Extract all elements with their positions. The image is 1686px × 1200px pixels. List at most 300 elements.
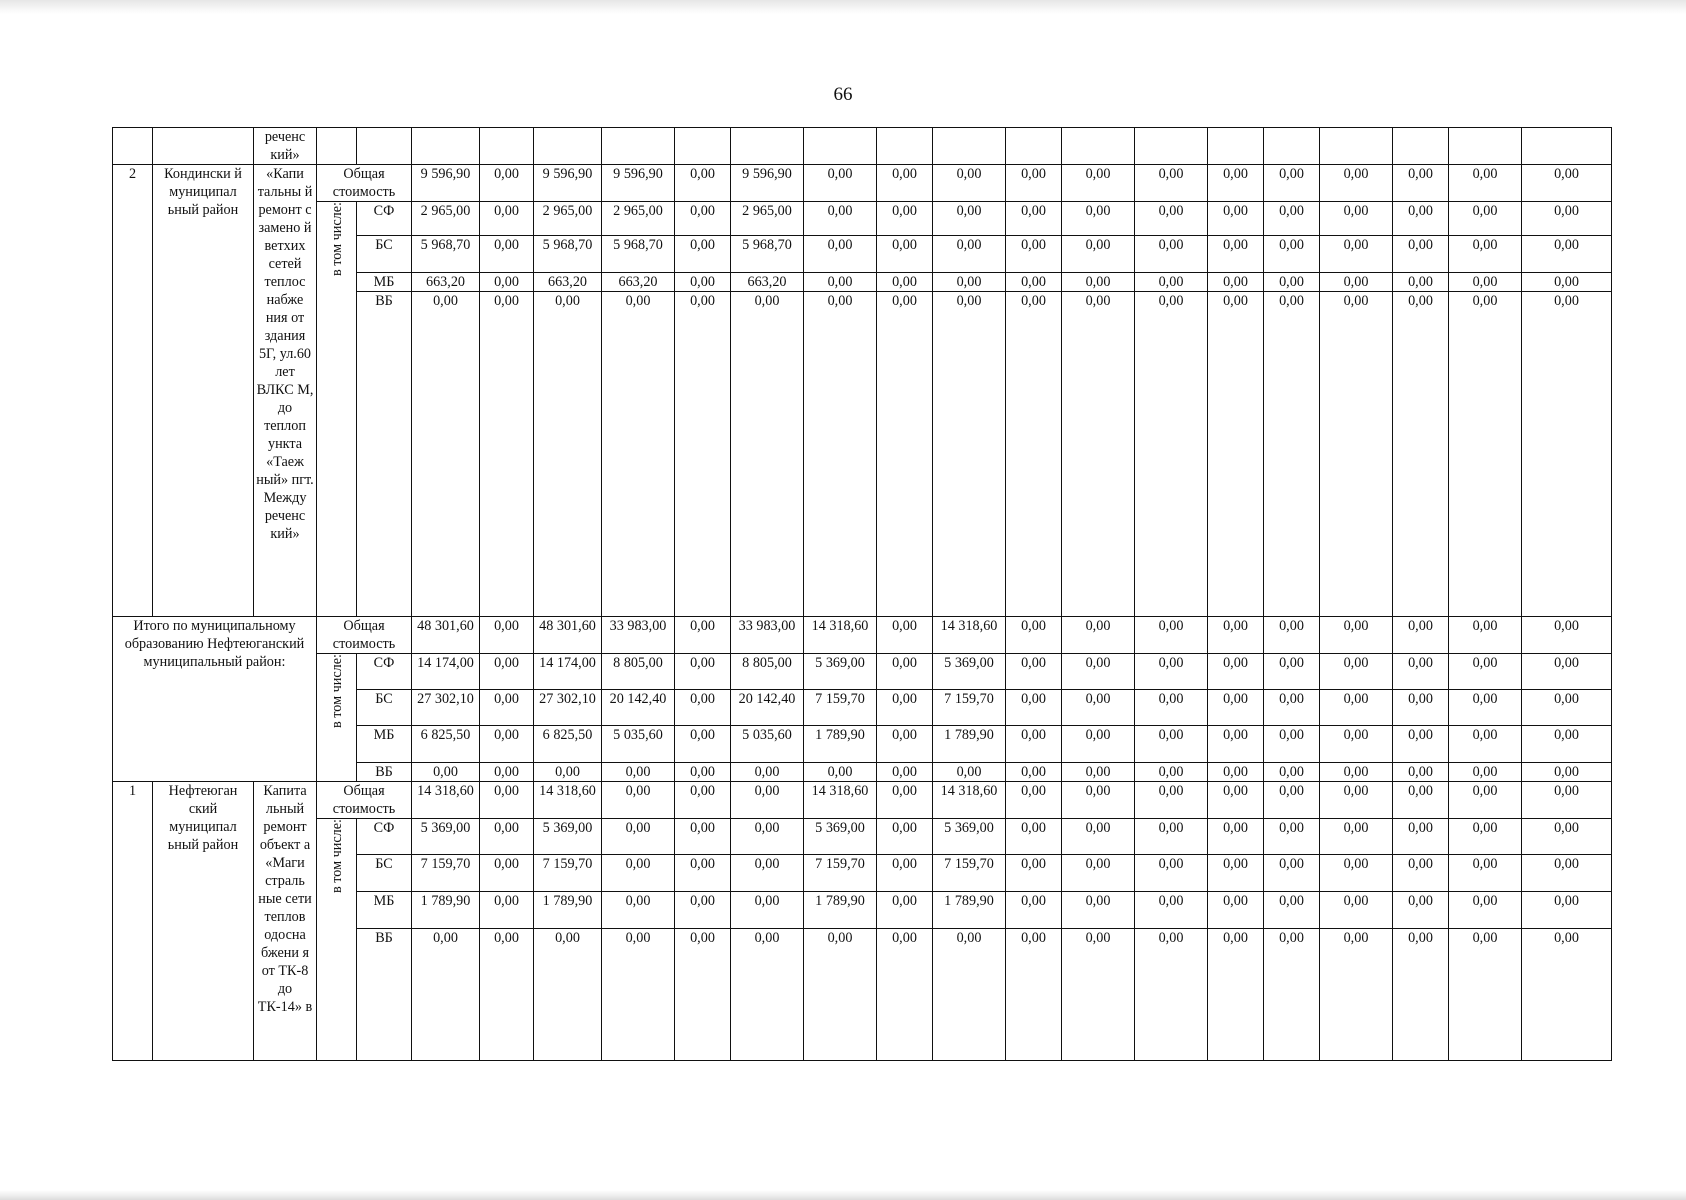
municipal-total-title: Итого по муниципальному образованию Нефтеюганский муниципальный район:: [113, 617, 317, 782]
value-cell: 0,00: [1449, 929, 1522, 1061]
value-cell: 0,00: [412, 292, 480, 617]
value-cell: 0,00: [804, 236, 877, 273]
value-cell: 0,00: [675, 236, 731, 273]
value-cell: 0,00: [1320, 819, 1393, 855]
value-cell: 0,00: [1449, 273, 1522, 292]
value-cell: 14 318,60: [804, 782, 877, 819]
value-cell: 0,00: [1320, 165, 1393, 202]
value-cell: 0,00: [731, 892, 804, 929]
value-cell: 0,00: [602, 929, 675, 1061]
value-cell: 0,00: [933, 165, 1006, 202]
value-cell: 0,00: [480, 929, 534, 1061]
value-cell: 0,00: [1062, 690, 1135, 726]
value-cell: 5 968,70: [412, 236, 480, 273]
budget-table: [112, 127, 1612, 1061]
value-cell: 0,00: [1320, 617, 1393, 654]
value-cell: 14 174,00: [534, 654, 602, 690]
value-cell: 0,00: [1393, 617, 1449, 654]
value-cell: 663,20: [534, 273, 602, 292]
value-cell: 0,00: [1522, 819, 1612, 855]
value-cell: 0,00: [804, 929, 877, 1061]
scan-edge-bottom: [0, 1190, 1686, 1200]
value-cell: 0,00: [1006, 763, 1062, 782]
empty-cell: [731, 128, 804, 165]
value-cell: 0,00: [1522, 273, 1612, 292]
value-cell: 0,00: [1135, 929, 1208, 1061]
funding-source-label: МБ: [357, 273, 412, 292]
value-cell: 0,00: [1320, 726, 1393, 763]
value-cell: 0,00: [1522, 763, 1612, 782]
value-cell: 0,00: [1062, 726, 1135, 763]
value-cell: 0,00: [1264, 617, 1320, 654]
value-cell: 0,00: [1006, 855, 1062, 892]
value-cell: 0,00: [1135, 892, 1208, 929]
incl-label-cell: [317, 654, 357, 782]
value-cell: 0,00: [804, 165, 877, 202]
value-cell: 2 965,00: [412, 202, 480, 236]
value-cell: 0,00: [1062, 292, 1135, 617]
value-cell: 0,00: [877, 763, 933, 782]
value-cell: 0,00: [1320, 782, 1393, 819]
value-cell: 0,00: [602, 819, 675, 855]
value-cell: 0,00: [1006, 236, 1062, 273]
value-cell: 8 805,00: [602, 654, 675, 690]
value-cell: 9 596,90: [412, 165, 480, 202]
value-cell: 0,00: [877, 690, 933, 726]
value-cell: 0,00: [1208, 782, 1264, 819]
value-cell: 0,00: [602, 782, 675, 819]
funding-source-label: БС: [357, 690, 412, 726]
value-cell: 0,00: [1393, 236, 1449, 273]
value-cell: 5 369,00: [534, 819, 602, 855]
value-cell: 0,00: [1393, 763, 1449, 782]
value-cell: 0,00: [731, 819, 804, 855]
value-cell: 0,00: [877, 726, 933, 763]
value-cell: 5 369,00: [804, 819, 877, 855]
value-cell: 0,00: [1320, 202, 1393, 236]
value-cell: 5 035,60: [731, 726, 804, 763]
value-cell: 5 369,00: [804, 654, 877, 690]
value-cell: 0,00: [480, 782, 534, 819]
value-cell: 0,00: [804, 273, 877, 292]
value-cell: 33 983,00: [602, 617, 675, 654]
value-cell: 0,00: [1006, 726, 1062, 763]
value-cell: 0,00: [534, 292, 602, 617]
value-cell: 0,00: [1135, 654, 1208, 690]
value-cell: 0,00: [480, 690, 534, 726]
value-cell: 1 789,90: [412, 892, 480, 929]
empty-cell: [317, 128, 357, 165]
value-cell: 0,00: [877, 617, 933, 654]
value-cell: 0,00: [1208, 617, 1264, 654]
value-cell: 0,00: [1062, 782, 1135, 819]
value-cell: 0,00: [675, 617, 731, 654]
value-cell: 0,00: [1393, 654, 1449, 690]
object-description: «Капи тальны й ремонт с замено й ветхих сетей теплос набже ния от здания 5Г, ул.60 лет ВЛКС М, до теплоп ункта «Таеж ный» пгт. Между реченс кий»: [254, 165, 317, 617]
value-cell: 0,00: [480, 292, 534, 617]
value-cell: 0,00: [1449, 782, 1522, 819]
value-cell: 0,00: [602, 292, 675, 617]
value-cell: 0,00: [1135, 782, 1208, 819]
value-cell: 0,00: [1006, 165, 1062, 202]
value-cell: 0,00: [480, 855, 534, 892]
empty-cell: [1320, 128, 1393, 165]
value-cell: 7 159,70: [933, 690, 1006, 726]
value-cell: 0,00: [1393, 892, 1449, 929]
value-cell: 0,00: [1135, 690, 1208, 726]
value-cell: 0,00: [675, 292, 731, 617]
value-cell: 0,00: [1522, 654, 1612, 690]
value-cell: 0,00: [1522, 726, 1612, 763]
value-cell: 0,00: [675, 782, 731, 819]
source-row: [113, 819, 1612, 855]
value-cell: 1 789,90: [804, 892, 877, 929]
value-cell: 0,00: [1522, 690, 1612, 726]
source-row: [113, 202, 1612, 236]
value-cell: 0,00: [1449, 292, 1522, 617]
value-cell: 0,00: [1006, 202, 1062, 236]
value-cell: 0,00: [804, 292, 877, 617]
value-cell: 27 302,10: [412, 690, 480, 726]
value-cell: 0,00: [1393, 165, 1449, 202]
value-cell: 0,00: [412, 763, 480, 782]
value-cell: 0,00: [534, 763, 602, 782]
value-cell: 0,00: [1264, 782, 1320, 819]
value-cell: 0,00: [933, 273, 1006, 292]
value-cell: 14 318,60: [412, 782, 480, 819]
value-cell: 0,00: [1264, 726, 1320, 763]
value-cell: 0,00: [1449, 892, 1522, 929]
municipality-name: Кондински й муниципал ьный район: [153, 165, 254, 617]
page-number: 66: [833, 84, 853, 105]
value-cell: 0,00: [1449, 690, 1522, 726]
value-cell: 0,00: [1135, 165, 1208, 202]
value-cell: 0,00: [1264, 763, 1320, 782]
value-cell: 0,00: [602, 892, 675, 929]
value-cell: 0,00: [1320, 273, 1393, 292]
value-cell: 0,00: [1006, 690, 1062, 726]
value-cell: 0,00: [480, 165, 534, 202]
value-cell: 0,00: [1135, 726, 1208, 763]
row-number: 1: [113, 782, 153, 1061]
value-cell: 0,00: [412, 929, 480, 1061]
funding-source-label: МБ: [357, 726, 412, 763]
funding-source-label: ВБ: [357, 763, 412, 782]
empty-cell: [1135, 128, 1208, 165]
value-cell: 0,00: [1449, 236, 1522, 273]
value-cell: 0,00: [1393, 726, 1449, 763]
value-cell: 0,00: [1006, 617, 1062, 654]
value-cell: 0,00: [1393, 690, 1449, 726]
value-cell: 0,00: [933, 929, 1006, 1061]
value-cell: 0,00: [1135, 236, 1208, 273]
value-cell: 0,00: [675, 273, 731, 292]
value-cell: 0,00: [1208, 690, 1264, 726]
value-cell: 6 825,50: [534, 726, 602, 763]
value-cell: 0,00: [877, 165, 933, 202]
value-cell: 0,00: [480, 892, 534, 929]
value-cell: 0,00: [1264, 202, 1320, 236]
value-cell: 0,00: [804, 763, 877, 782]
value-cell: 7 159,70: [534, 855, 602, 892]
value-cell: 0,00: [1449, 855, 1522, 892]
row-number: 2: [113, 165, 153, 617]
value-cell: 0,00: [480, 273, 534, 292]
value-cell: 0,00: [1264, 855, 1320, 892]
value-cell: 0,00: [1006, 273, 1062, 292]
value-cell: 0,00: [1320, 855, 1393, 892]
value-cell: 0,00: [1449, 819, 1522, 855]
value-cell: 0,00: [877, 236, 933, 273]
value-cell: 0,00: [1062, 273, 1135, 292]
value-cell: 9 596,90: [731, 165, 804, 202]
value-cell: 0,00: [534, 929, 602, 1061]
value-cell: 1 789,90: [933, 726, 1006, 763]
value-cell: 0,00: [1449, 617, 1522, 654]
value-cell: 0,00: [675, 690, 731, 726]
value-cell: 0,00: [877, 273, 933, 292]
value-cell: 0,00: [731, 855, 804, 892]
funding-source-label: ВБ: [357, 929, 412, 1061]
value-cell: 0,00: [877, 202, 933, 236]
total-cost-label: Общая стоимость: [317, 782, 412, 819]
value-cell: 2 965,00: [731, 202, 804, 236]
value-cell: 0,00: [675, 855, 731, 892]
value-cell: 0,00: [1264, 929, 1320, 1061]
value-cell: 0,00: [1135, 763, 1208, 782]
total-cost-row: [113, 617, 1612, 654]
incl-label: в том числе:: [328, 202, 345, 276]
value-cell: 0,00: [1135, 855, 1208, 892]
empty-cell: [1264, 128, 1320, 165]
incl-label: в том числе:: [328, 819, 345, 893]
value-cell: 0,00: [1320, 690, 1393, 726]
value-cell: 0,00: [675, 202, 731, 236]
value-cell: 0,00: [1264, 273, 1320, 292]
value-cell: 0,00: [1393, 782, 1449, 819]
empty-cell: [534, 128, 602, 165]
value-cell: 0,00: [877, 929, 933, 1061]
value-cell: 5 369,00: [412, 819, 480, 855]
empty-cell: [1062, 128, 1135, 165]
value-cell: 0,00: [1522, 892, 1612, 929]
value-cell: 0,00: [602, 763, 675, 782]
value-cell: 0,00: [602, 855, 675, 892]
value-cell: 48 301,60: [412, 617, 480, 654]
empty-cell: [804, 128, 877, 165]
value-cell: 20 142,40: [731, 690, 804, 726]
value-cell: 0,00: [480, 236, 534, 273]
value-cell: 0,00: [1522, 292, 1612, 617]
value-cell: 20 142,40: [602, 690, 675, 726]
value-cell: 0,00: [1393, 202, 1449, 236]
value-cell: 8 805,00: [731, 654, 804, 690]
empty-cell: [1006, 128, 1062, 165]
value-cell: 0,00: [1264, 292, 1320, 617]
value-cell: 0,00: [1006, 782, 1062, 819]
value-cell: 9 596,90: [534, 165, 602, 202]
total-cost-row: [113, 782, 1612, 819]
value-cell: 0,00: [1062, 929, 1135, 1061]
value-cell: 0,00: [1006, 654, 1062, 690]
value-cell: 663,20: [412, 273, 480, 292]
value-cell: 7 159,70: [933, 855, 1006, 892]
value-cell: 27 302,10: [534, 690, 602, 726]
value-cell: 0,00: [1264, 892, 1320, 929]
funding-source-label: СФ: [357, 819, 412, 855]
value-cell: 0,00: [675, 763, 731, 782]
value-cell: 0,00: [1320, 292, 1393, 617]
value-cell: 0,00: [1522, 617, 1612, 654]
value-cell: 0,00: [1264, 654, 1320, 690]
value-cell: 0,00: [1006, 292, 1062, 617]
value-cell: 0,00: [1062, 165, 1135, 202]
value-cell: 0,00: [1264, 819, 1320, 855]
value-cell: 1 789,90: [933, 892, 1006, 929]
value-cell: 0,00: [1135, 292, 1208, 617]
value-cell: 0,00: [1208, 292, 1264, 617]
value-cell: 0,00: [1264, 690, 1320, 726]
value-cell: 5 968,70: [731, 236, 804, 273]
value-cell: 0,00: [1393, 292, 1449, 617]
value-cell: 0,00: [1135, 273, 1208, 292]
value-cell: 0,00: [1006, 892, 1062, 929]
value-cell: 0,00: [1320, 929, 1393, 1061]
value-cell: 0,00: [1449, 726, 1522, 763]
value-cell: 0,00: [675, 819, 731, 855]
scan-edge-top: [0, 0, 1686, 14]
value-cell: 0,00: [1522, 165, 1612, 202]
value-cell: 0,00: [675, 929, 731, 1061]
incl-label-cell: [317, 202, 357, 617]
source-row: [113, 654, 1612, 690]
value-cell: 663,20: [731, 273, 804, 292]
value-cell: 7 159,70: [804, 690, 877, 726]
value-cell: 0,00: [1449, 202, 1522, 236]
value-cell: 0,00: [1135, 819, 1208, 855]
funding-source-label: ВБ: [357, 292, 412, 617]
value-cell: 0,00: [1062, 202, 1135, 236]
value-cell: 9 596,90: [602, 165, 675, 202]
value-cell: 0,00: [1208, 929, 1264, 1061]
value-cell: 7 159,70: [804, 855, 877, 892]
value-cell: 0,00: [1135, 617, 1208, 654]
total-cost-label: Общая стоимость: [317, 617, 412, 654]
empty-cell: [153, 128, 254, 165]
value-cell: 1 789,90: [534, 892, 602, 929]
value-cell: 0,00: [675, 892, 731, 929]
value-cell: 0,00: [1393, 929, 1449, 1061]
value-cell: 0,00: [675, 654, 731, 690]
funding-source-label: СФ: [357, 654, 412, 690]
value-cell: 0,00: [1062, 236, 1135, 273]
value-cell: 0,00: [877, 819, 933, 855]
value-cell: 0,00: [731, 763, 804, 782]
municipality-name: Нефтеюган ский муниципал ьный район: [153, 782, 254, 1061]
value-cell: 0,00: [1393, 819, 1449, 855]
carry-row: [113, 128, 1612, 165]
value-cell: 0,00: [1062, 763, 1135, 782]
empty-cell: [1449, 128, 1522, 165]
value-cell: 0,00: [933, 292, 1006, 617]
funding-source-label: БС: [357, 855, 412, 892]
empty-cell: [1522, 128, 1612, 165]
value-cell: 0,00: [933, 763, 1006, 782]
empty-cell: [357, 128, 412, 165]
value-cell: 0,00: [480, 654, 534, 690]
value-cell: 0,00: [1208, 236, 1264, 273]
value-cell: 0,00: [1522, 929, 1612, 1061]
table-body: [113, 128, 1612, 1061]
value-cell: 0,00: [1393, 855, 1449, 892]
value-cell: 0,00: [1522, 855, 1612, 892]
empty-cell: [602, 128, 675, 165]
value-cell: 0,00: [480, 202, 534, 236]
value-cell: 14 318,60: [804, 617, 877, 654]
value-cell: 0,00: [877, 892, 933, 929]
value-cell: 0,00: [480, 763, 534, 782]
total-cost-label: Общая стоимость: [317, 165, 412, 202]
value-cell: 0,00: [1264, 165, 1320, 202]
value-cell: 0,00: [1320, 236, 1393, 273]
value-cell: 0,00: [1522, 236, 1612, 273]
value-cell: 0,00: [1006, 819, 1062, 855]
value-cell: 0,00: [1320, 763, 1393, 782]
value-cell: 0,00: [1062, 654, 1135, 690]
value-cell: 0,00: [1320, 654, 1393, 690]
value-cell: 0,00: [480, 617, 534, 654]
funding-source-label: МБ: [357, 892, 412, 929]
value-cell: 0,00: [731, 929, 804, 1061]
value-cell: 0,00: [877, 855, 933, 892]
value-cell: 0,00: [1208, 892, 1264, 929]
value-cell: 0,00: [1062, 617, 1135, 654]
value-cell: 0,00: [1449, 763, 1522, 782]
value-cell: 7 159,70: [412, 855, 480, 892]
value-cell: 0,00: [877, 654, 933, 690]
value-cell: 0,00: [480, 726, 534, 763]
value-cell: 14 318,60: [933, 617, 1006, 654]
value-cell: 0,00: [480, 819, 534, 855]
value-cell: 5 369,00: [933, 819, 1006, 855]
value-cell: 14 174,00: [412, 654, 480, 690]
value-cell: 0,00: [1135, 202, 1208, 236]
empty-cell: [675, 128, 731, 165]
value-cell: 33 983,00: [731, 617, 804, 654]
value-cell: 1 789,90: [804, 726, 877, 763]
value-cell: 48 301,60: [534, 617, 602, 654]
object-description: Капита льный ремонт объект а «Маги страль ные сети теплов одосна бжени я от ТК-8 до ТК-14» в: [254, 782, 317, 1061]
value-cell: 0,00: [1062, 819, 1135, 855]
value-cell: 5 968,70: [534, 236, 602, 273]
value-cell: 0,00: [1522, 782, 1612, 819]
value-cell: 0,00: [1208, 763, 1264, 782]
value-cell: 5 369,00: [933, 654, 1006, 690]
value-cell: 2 965,00: [534, 202, 602, 236]
value-cell: 2 965,00: [602, 202, 675, 236]
incl-label: в том числе:: [328, 654, 345, 728]
value-cell: 0,00: [1208, 202, 1264, 236]
value-cell: 0,00: [1208, 165, 1264, 202]
value-cell: 663,20: [602, 273, 675, 292]
value-cell: 0,00: [731, 292, 804, 617]
value-cell: 0,00: [1449, 654, 1522, 690]
empty-cell: [1393, 128, 1449, 165]
value-cell: 0,00: [933, 202, 1006, 236]
empty-cell: [480, 128, 534, 165]
value-cell: 0,00: [877, 782, 933, 819]
value-cell: 0,00: [933, 236, 1006, 273]
